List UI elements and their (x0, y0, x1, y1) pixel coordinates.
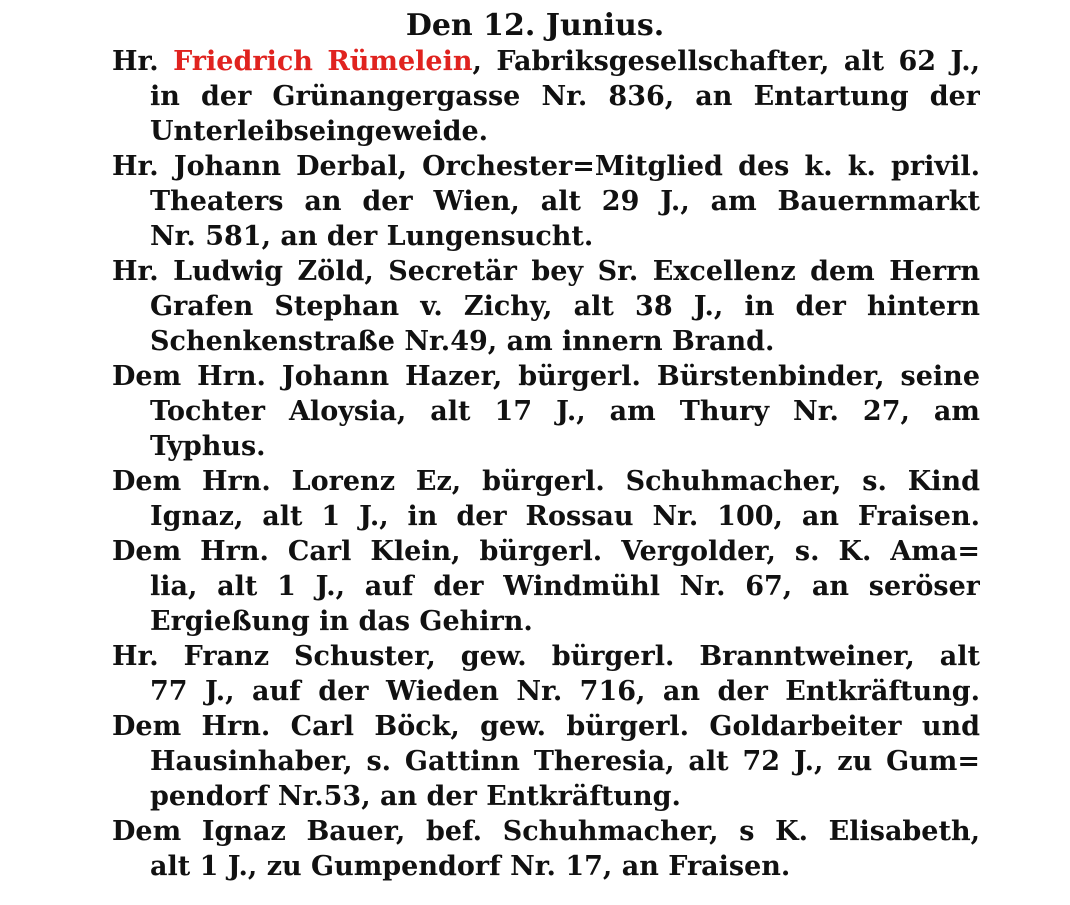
entry-line: in der Grünangergasse Nr. 836, an Entartung der (150, 81, 980, 112)
entry-line: Ergießung in das Gehirn. (150, 606, 533, 637)
entry-line: Hr. Ludwig Zöld, Secretär bey Sr. Excellenz dem Herrn (112, 256, 980, 287)
entry-line: pendorf Nr.53, an der Entkräftung. (150, 781, 681, 812)
death-notice-entry (112, 464, 980, 534)
entry-line: Dem Ignaz Bauer, bef. Schuhmacher, s K. Elisabeth, (112, 816, 980, 847)
entry-text: , Fabriksgesellschafter, alt 62 J., (472, 46, 980, 77)
entry-line: Grafen Stephan v. Zichy, alt 38 J., in der hintern (150, 291, 980, 322)
entry-line: Dem Hrn. Lorenz Ez, bürgerl. Schuhmacher, s. Kind (112, 466, 980, 497)
death-notice-entry (112, 44, 980, 149)
entry-line: Hr. Franz Schuster, gew. bürgerl. Branntweiner, alt (112, 641, 980, 672)
entry-line: Dem Hrn. Carl Böck, gew. bürgerl. Goldarbeiter und (112, 711, 980, 742)
entry-line: Tochter Aloysia, alt 17 J., am Thury Nr. 27, am (150, 396, 980, 427)
entry-line: Ignaz, alt 1 J., in der Rossau Nr. 100, an Fraisen. (150, 501, 980, 532)
entry-line: Theaters an der Wien, alt 29 J., am Bauernmarkt (150, 186, 980, 217)
entry-line: Hausinhaber, s. Gattinn Theresia, alt 72 J., zu Gum= (150, 746, 980, 777)
death-notice-entry (112, 639, 980, 709)
page-heading: Den 12. Junius. (405, 8, 665, 43)
death-notice-entry (112, 534, 980, 639)
entry-line (112, 44, 980, 79)
death-notice-entry (112, 254, 980, 359)
death-notice-list (112, 44, 980, 884)
death-notice-entry (112, 149, 980, 254)
entry-line: Hr. Johann Derbal, Orchester=Mitglied des k. k. privil. (112, 151, 980, 182)
entry-line: 77 J., auf der Wieden Nr. 716, an der Entkräftung. (150, 676, 980, 707)
death-notice-entry (112, 709, 980, 814)
entry-line: lia, alt 1 J., auf der Windmühl Nr. 67, an seröser (150, 571, 980, 602)
entry-line: Dem Hrn. Johann Hazer, bürgerl. Bürstenbinder, seine (112, 361, 980, 392)
entry-line: Nr. 581, an der Lungensucht. (150, 221, 594, 252)
highlighted-name: Friedrich Rümelein (173, 46, 473, 77)
entry-line: Schenkenstraße Nr.49, am innern Brand. (150, 326, 775, 357)
entry-line: Dem Hrn. Carl Klein, bürgerl. Vergolder, s. K. Ama= (112, 536, 980, 567)
entry-line: Unterleibseingeweide. (150, 116, 489, 147)
entry-line: Typhus. (150, 431, 266, 462)
entry-prefix: Hr. (112, 46, 159, 77)
death-notice-entry (112, 359, 980, 464)
death-notice-entry (112, 814, 980, 884)
entry-line: alt 1 J., zu Gumpendorf Nr. 17, an Fraisen. (150, 851, 791, 882)
